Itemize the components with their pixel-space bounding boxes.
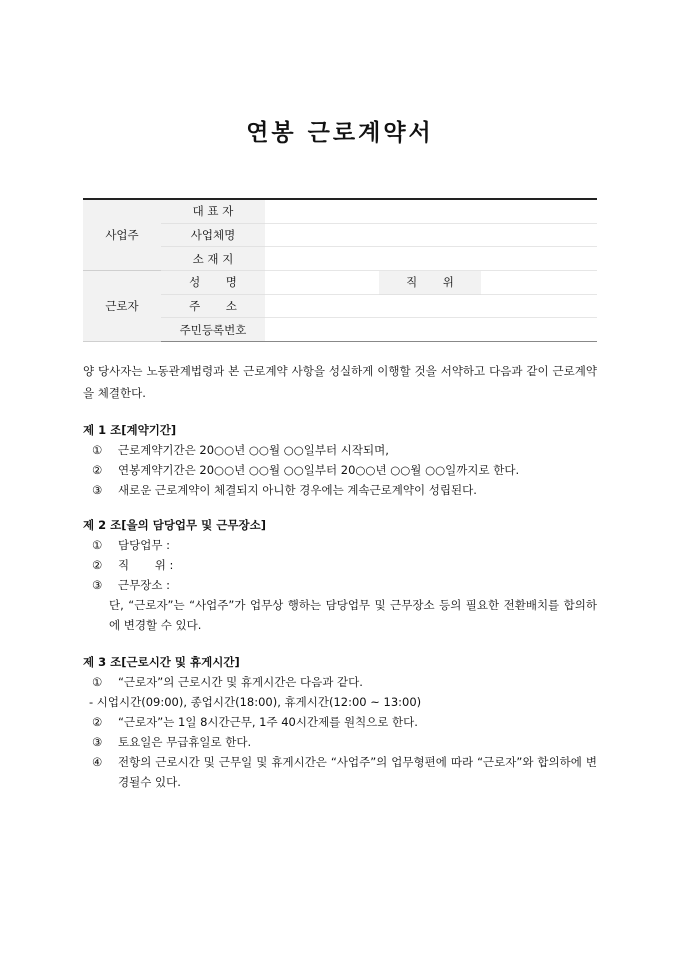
item-number: ③: [92, 578, 103, 592]
worker-rrn-label: 주민등록번호: [161, 318, 265, 342]
item-text: 토요일은 무급휴일로 한다.: [118, 735, 252, 749]
item-number: ①: [92, 538, 103, 552]
article-1-heading: 제 1 조[계약기간]: [83, 423, 177, 437]
employer-rep-label: 대 표 자: [161, 199, 265, 223]
worker-name-value[interactable]: [265, 271, 379, 295]
employer-rep-value[interactable]: [265, 199, 597, 223]
worker-address-value[interactable]: [265, 294, 597, 318]
item-number: ③: [92, 483, 103, 497]
article-1-item: [83, 460, 597, 480]
item-text: 새로운 근로계약이 체결되지 아니한 경우에는 계속근로계약이 성립된다.: [118, 483, 477, 497]
item-number: ④: [92, 755, 103, 769]
work-hours-line: - 시업시간(09:00), 종업시간(18:00), 휴게시간(12:00 ~ 13:00): [89, 695, 422, 709]
article-2-heading: 제 2 조[을의 담당업무 및 근무장소]: [83, 518, 266, 532]
item-text: 담당업무 :: [118, 538, 170, 552]
worker-rrn-value[interactable]: [265, 318, 597, 342]
article-3-item: [83, 732, 597, 752]
item-text: 전항의 근로시간 및 근무일 및 휴게시간은 “사업주”의 업무형편에 따라 “근로자”와 합의하에 변경될수 있다.: [118, 755, 597, 789]
worker-group-label: 근로자: [83, 271, 161, 342]
item-text: 직 위 :: [118, 558, 174, 572]
article-3-item: [83, 752, 597, 792]
article-2: [83, 515, 597, 635]
article-1-item: [83, 480, 597, 500]
item-number: ②: [92, 463, 103, 477]
item-number: ②: [92, 715, 103, 729]
item-number: ③: [92, 735, 103, 749]
worker-name-label: 성 명: [161, 271, 265, 295]
item-text: “근로자”는 1일 8시간근무, 1주 40시간제를 원칙으로 한다.: [118, 715, 418, 729]
worker-position-label: 직 위: [379, 271, 481, 295]
employer-business-value[interactable]: [265, 223, 597, 247]
article-2-note: 단, “근로자”는 “사업주”가 업무상 행하는 담당업무 및 근무장소 등의 필요한 전환배치를 합의하에 변경할 수 있다.: [109, 598, 597, 632]
worker-position-value[interactable]: [481, 271, 597, 295]
article-3-heading: 제 3 조[근로시간 및 휴게시간]: [83, 655, 240, 669]
article-1: [83, 420, 597, 500]
item-text: “근로자”의 근로시간 및 휴게시간은 다음과 같다.: [118, 675, 363, 689]
employer-address-value[interactable]: [265, 247, 597, 271]
page-title: 연봉 근로계약서: [246, 120, 434, 146]
employer-business-label: 사업체명: [161, 223, 265, 247]
item-text: 연봉계약기간은 20○○년 ○○월 ○○일부터 20○○년 ○○월 ○○일까지로 한다.: [118, 463, 520, 477]
article-2-item: [83, 555, 597, 575]
article-2-item: [83, 535, 597, 555]
article-2-item: [83, 575, 597, 595]
item-number: ②: [92, 558, 103, 572]
article-3-item: [83, 712, 597, 732]
article-3: [83, 652, 597, 792]
article-3-item: [83, 672, 597, 692]
item-text: 근로계약기간은 20○○년 ○○월 ○○일부터 시작되며,: [118, 443, 389, 457]
article-1-item: [83, 440, 597, 460]
item-number: ①: [92, 443, 103, 457]
item-text: 근무장소 :: [118, 578, 170, 592]
party-info-table: [83, 198, 597, 342]
worker-address-label: 주 소: [161, 294, 265, 318]
employer-address-label: 소 재 지: [161, 247, 265, 271]
item-number: ①: [92, 675, 103, 689]
intro-paragraph: 양 당사자는 노동관계법령과 본 근로계약 사항을 성실하게 이행할 것을 서약하고 다음과 같이 근로계약을 체결한다.: [83, 364, 597, 400]
employer-group-label: 사업주: [83, 199, 161, 271]
